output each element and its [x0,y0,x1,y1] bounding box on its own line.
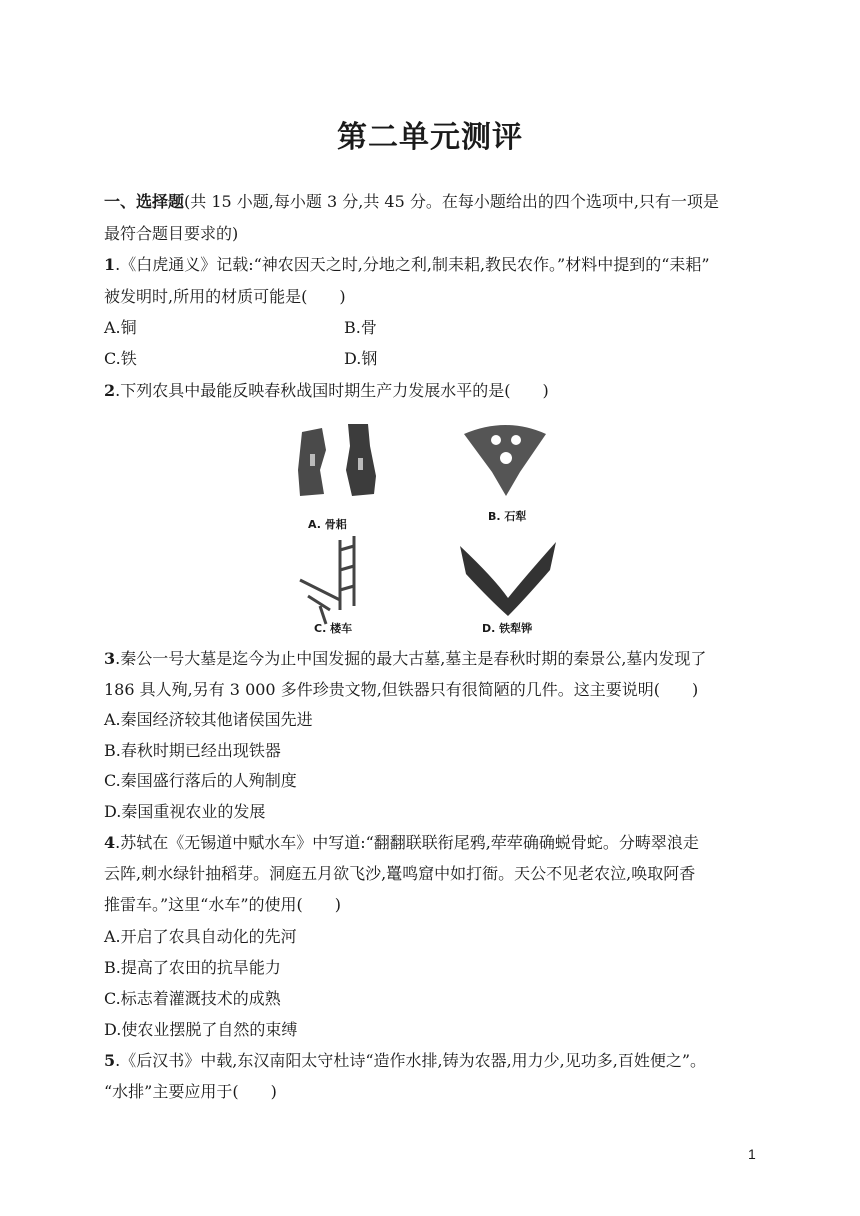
question-5 [104,1050,706,1072]
question-number: 2 [104,381,116,400]
option-a: A.铜 [104,318,137,337]
section-note: (共 15 小题,每小题 3 分,共 45 分。在每小题给出的四个选项中,只有一项是 [184,192,719,211]
option-b: B.骨 [344,318,377,337]
option-row [104,317,377,339]
option-d: D.钢 [344,349,378,368]
option-d: D.使农业摆脱了自然的束缚 [104,1020,298,1039]
question-text: .秦公一号大墓是迄今为止中国发掘的最大古墓,墓主是春秋时期的秦景公,墓内发现了 [115,649,707,668]
caption-b: B. 石犁 [488,510,527,523]
question-text: .下列农具中最能反映春秋战国时期生产力发展水平的是( ) [115,381,549,400]
question-number: 3 [104,649,116,668]
question-text-cont: 云阵,刺水绿针抽稻芽。洞庭五月欲飞沙,鼍鸣窟中如打衙。天公不见老农泣,唤取阿香 [104,864,696,883]
question-number: 5 [104,1051,116,1070]
question-4 [104,832,699,854]
farm-tools-figure [280,410,590,642]
option-c: C.秦国盛行落后的人殉制度 [104,771,297,790]
page-number: 1 [748,1146,756,1162]
question-number: 1 [104,255,116,274]
question-text: .《白虎通义》记载:“神农因天之时,分地之利,制耒耜,教民农作。”材料中提到的“耒耜” [115,255,710,274]
question-1 [104,254,710,276]
option-d: D.秦国重视农业的发展 [104,802,266,821]
option-row [104,348,378,370]
question-text-cont: 推雷车。”这里“水车”的使用( ) [104,895,342,914]
caption-d: D. 铁犁铧 [482,622,533,635]
caption-c: C. 楼车 [314,622,353,635]
option-a: A.秦国经济较其他诸侯国先进 [104,710,313,729]
section-note-cont: 最符合题目要求的) [104,224,239,243]
question-text: .苏轼在《无锡道中赋水车》中写道:“翻翻联联衔尾鸦,荦荦确确蜕骨蛇。分畴翠浪走 [115,833,699,852]
stone-plough-illustration [464,425,546,496]
caption-a: A. 骨耜 [308,518,347,531]
bone-spade-illustration [298,424,376,496]
option-c: C.铁 [104,349,137,368]
question-2 [104,380,549,402]
page-title: 第二单元测评 [337,120,523,155]
option-b: B.春秋时期已经出现铁器 [104,741,281,760]
option-a: A.开启了农具自动化的先河 [104,927,297,946]
seed-drill-illustration [300,536,354,624]
question-text-cont: “水排”主要应用于( ) [104,1082,277,1101]
question-text-cont: 被发明时,所用的材质可能是( ) [104,287,346,306]
question-3 [104,648,706,670]
iron-ploughshare-illustration [460,542,556,616]
question-text-cont: 186 具人殉,另有 3 000 多件珍贵文物,但铁器只有很简陋的几件。这主要说明( ) [104,680,699,699]
section-heading: 一、选择题 [104,192,185,211]
question-number: 4 [104,833,116,852]
section-instructions [104,191,719,213]
option-c: C.标志着灌溉技术的成熟 [104,989,281,1008]
question-text: .《后汉书》中载,东汉南阳太守杜诗“造作水排,铸为农器,用力少,见功多,百姓便之”。 [115,1051,707,1070]
option-b: B.提高了农田的抗旱能力 [104,958,281,977]
